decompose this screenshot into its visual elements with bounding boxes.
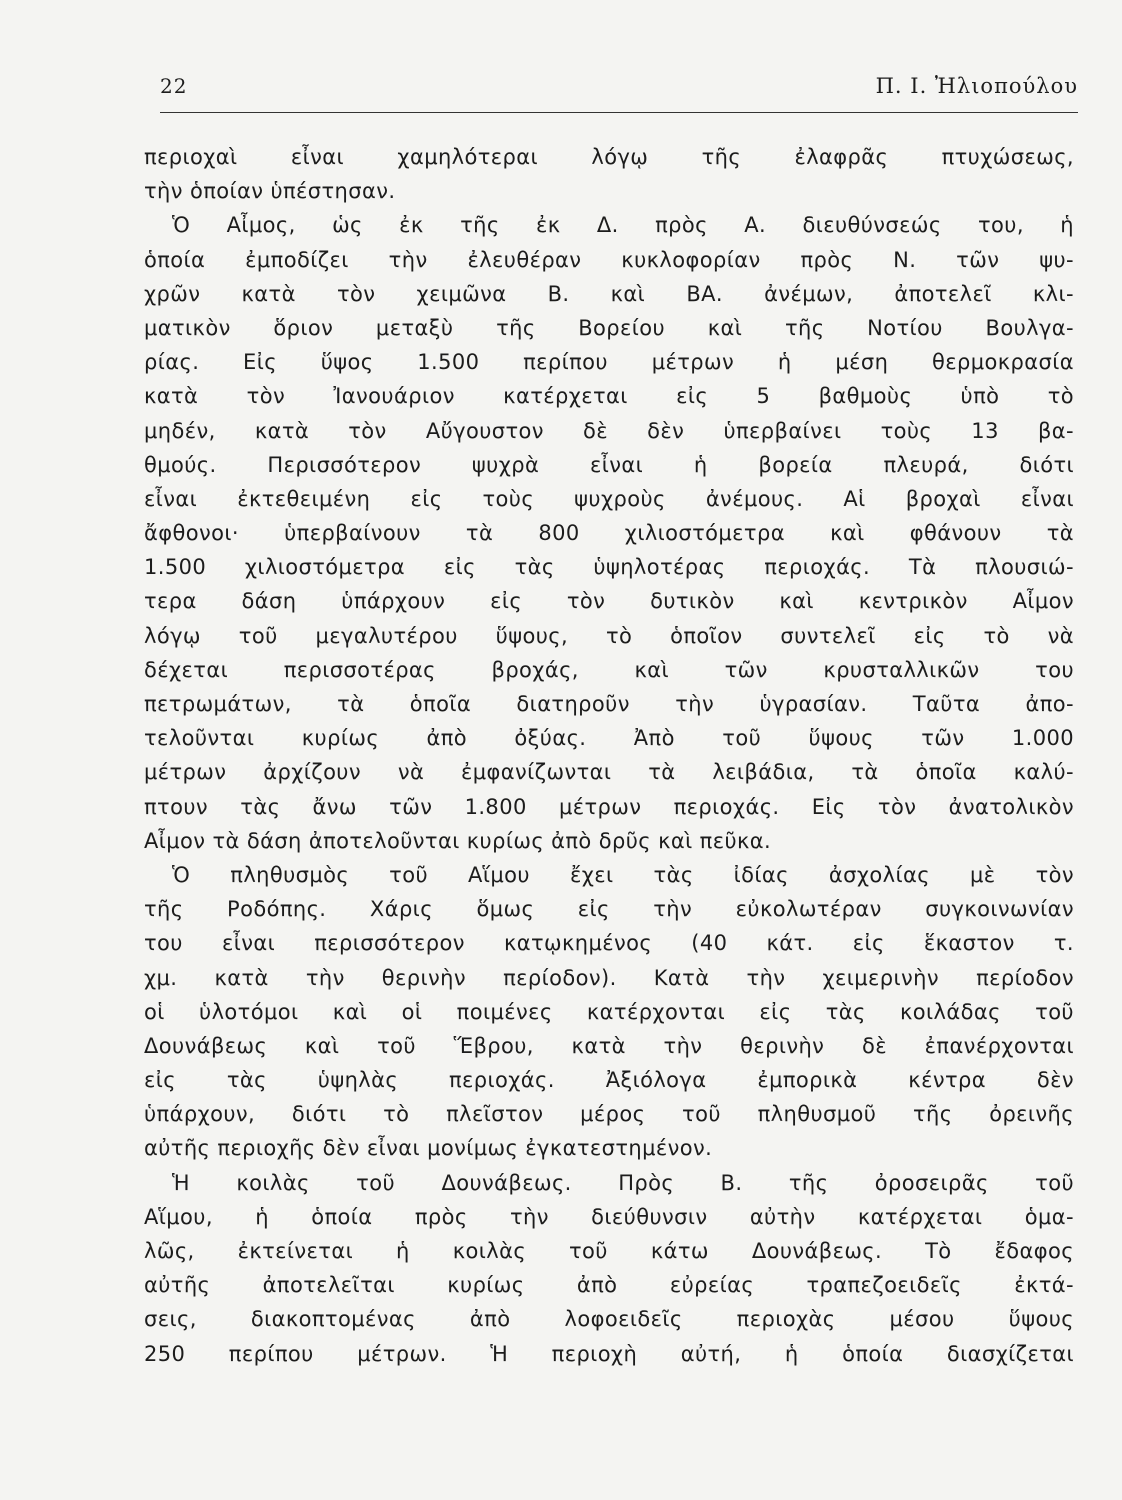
running-title: Π. Ι. Ἠλιοπούλου <box>875 74 1078 98</box>
text-line: λῶς, ἐκτείνεται ἡ κοιλὰς τοῦ κάτω Δουνάβεως. Τὸ ἔδαφος <box>144 1239 1074 1263</box>
text-line: Ὁ πληθυσμὸς τοῦ Αἵμου ἔχει τὰς ἰδίας ἀσχολίας μὲ τὸν <box>172 862 1074 887</box>
text-line: κατὰ τὸν Ἰανουάριον κατέρχεται εἰς 5 βαθμοὺς ὑπὸ τὸ <box>144 384 1074 409</box>
text-line: μηδέν, κατὰ τὸν Αὔγουστον δὲ δὲν ὑπερβαίνει τοὺς 13 βα- <box>144 418 1074 443</box>
text-line: ἄφθονοι· ὑπερβαίνουν τὰ 800 χιλιοστόμετρα καὶ φθάνουν τὰ <box>144 521 1074 546</box>
text-line: τελοῦνται κυρίως ἀπὸ ὀξύας. Ἀπὸ τοῦ ὕψους τῶν 1.000 <box>144 726 1074 751</box>
text-line: 1.500 χιλιοστόμετρα εἰς τὰς ὑψηλοτέρας περιοχάς. Τὰ πλουσιώ- <box>144 555 1074 580</box>
text-line: ρίας. Εἰς ὕψος 1.500 περίπου μέτρων ἡ μέση θερμοκρασία <box>144 350 1074 375</box>
text-line: ὁποία ἐμποδίζει τὴν ἐλευθέραν κυκλοφορίαν πρὸς Ν. τῶν ψυ- <box>144 247 1074 272</box>
text-line: αὐτῆς ἀποτελεῖται κυρίως ἀπὸ εὐρείας τραπεζοειδεῖς ἐκτά- <box>144 1273 1074 1298</box>
text-line: θμούς. Περισσότερον ψυχρὰ εἶναι ἡ βορεία πλευρά, διότι <box>144 452 1074 477</box>
text-line: περιοχαὶ εἶναι χαμηλότεραι λόγῳ τῆς ἐλαφρᾶς πτυχώσεως, <box>144 145 1074 169</box>
text-line: τῆς Ροδόπης. Χάρις ὅμως εἰς τὴν εὐκολωτέραν συγκοινωνίαν <box>144 897 1074 922</box>
text-line: Αἵμου, ἡ ὁποία πρὸς τὴν διεύθυνσιν αὐτὴν κατέρχεται ὁμα- <box>144 1204 1074 1229</box>
text-line: τερα δάση ὑπάρχουν εἰς τὸν δυτικὸν καὶ κεντρικὸν Αἶμον <box>144 589 1074 614</box>
page-number: 22 <box>160 74 188 98</box>
header-rule <box>160 112 1078 113</box>
text-line: μέτρων ἀρχίζουν νὰ ἐμφανίζωνται τὰ λειβάδια, τὰ ὁποῖα καλύ- <box>144 760 1074 785</box>
text-line: οἱ ὑλοτόμοι καὶ οἱ ποιμένες κατέρχονται εἰς τὰς κοιλάδας τοῦ <box>144 999 1074 1024</box>
text-line: εἰς τὰς ὑψηλὰς περιοχάς. Ἀξιόλογα ἐμπορικὰ κέντρα δὲν <box>144 1068 1074 1093</box>
page-header <box>160 66 1078 106</box>
text-line: 250 περίπου μέτρων. Ἡ περιοχὴ αὐτή, ἡ ὁποία διασχίζεται <box>144 1341 1074 1366</box>
text-line: δέχεται περισσοτέρας βροχάς, καὶ τῶν κρυσταλλικῶν του <box>144 657 1074 682</box>
text-line: ματικὸν ὅριον μεταξὺ τῆς Βορείου καὶ τῆς Νοτίου Βουλγα- <box>144 315 1074 340</box>
text-line: του εἶναι περισσότερον κατῳκημένος (40 κάτ. εἰς ἕκαστον τ. <box>144 931 1074 956</box>
text-line: εἶναι ἐκτεθειμένη εἰς τοὺς ψυχροὺς ἀνέμους. Αἱ βροχαὶ εἶναι <box>144 486 1074 511</box>
text-line: χρῶν κατὰ τὸν χειμῶνα Β. καὶ ΒΑ. ἀνέμων, ἀποτελεῖ κλι- <box>144 281 1074 306</box>
text-line: τὴν ὁποίαν ὑπέστησαν. <box>144 179 396 204</box>
text-line: Δουνάβεως καὶ τοῦ Ἕβρου, κατὰ τὴν θερινὴν δὲ ἐπανέρχονται <box>144 1033 1074 1058</box>
body-text <box>144 140 1074 1371</box>
text-line: Αἶμον τὰ δάση ἀποτελοῦνται κυρίως ἀπὸ δρῦς καὶ πεῦκα. <box>144 828 772 853</box>
text-line: Ὁ Αἶμος, ὡς ἐκ τῆς ἐκ Δ. πρὸς Α. διευθύνσεώς του, ἡ <box>172 213 1074 238</box>
text-line: πετρωμάτων, τὰ ὁποῖα διατηροῦν τὴν ὑγρασίαν. Ταῦτα ἀπο- <box>144 692 1074 716</box>
text-line: ὑπάρχουν, διότι τὸ πλεῖστον μέρος τοῦ πληθυσμοῦ τῆς ὀρεινῆς <box>144 1102 1074 1127</box>
text-line: αὐτῆς περιοχῆς δὲν εἶναι μονίμως ἐγκατεστημένον. <box>144 1136 713 1161</box>
text-line: λόγῳ τοῦ μεγαλυτέρου ὕψους, τὸ ὁποῖον συντελεῖ εἰς τὸ νὰ <box>144 623 1074 648</box>
text-line: πτουν τὰς ἄνω τῶν 1.800 μέτρων περιοχάς. Εἰς τὸν ἀνατολικὸν <box>144 794 1074 819</box>
text-line: Ἡ κοιλὰς τοῦ Δουνάβεως. Πρὸς Β. τῆς ὀροσειρᾶς τοῦ <box>172 1170 1074 1195</box>
text-line: σεις, διακοπτομένας ἀπὸ λοφοειδεῖς περιοχὰς μέσου ὕψους <box>144 1307 1074 1332</box>
text-line: χμ. κατὰ τὴν θερινὴν περίοδον). Κατὰ τὴν χειμερινὴν περίοδον <box>144 965 1074 990</box>
